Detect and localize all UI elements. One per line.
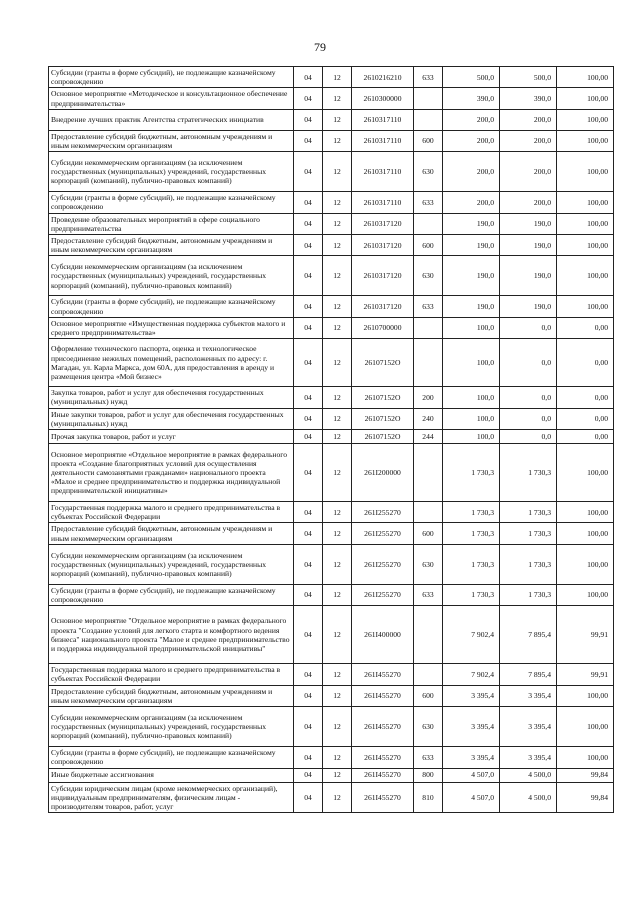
ministry-code-cell: 04 xyxy=(294,523,323,544)
section-code-cell: 12 xyxy=(323,152,352,192)
expense-type-cell xyxy=(414,109,443,130)
target-article-cell: 2610317110 xyxy=(352,130,414,151)
section-code-cell: 12 xyxy=(323,67,352,88)
actual-amount-cell: 1 730,3 xyxy=(500,523,557,544)
expense-type-cell: 633 xyxy=(414,192,443,213)
actual-amount-cell: 190,0 xyxy=(500,256,557,296)
row-name-cell: Субсидии некоммерческим организациям (за исключением государственных (муниципальных) учреждений, государственных корпораций (компаний), публично-правовых компаний) xyxy=(49,707,294,747)
section-code-cell: 12 xyxy=(323,606,352,664)
row-name-cell: Субсидии (гранты в форме субсидий), не подлежащие казначейскому сопровождению xyxy=(49,67,294,88)
expense-type-cell: 630 xyxy=(414,152,443,192)
section-code-cell: 12 xyxy=(323,544,352,584)
expense-type-cell: 810 xyxy=(414,782,443,813)
expense-type-cell: 600 xyxy=(414,685,443,706)
row-name-cell: Основное мероприятие «Отдельное мероприятие в рамках федерального проекта «Создание благоприятных условий для осуществления деятельности самозанятыми гражданами» национального проекта «Малое и среднее предпринимательство и поддержка индивидуальной предпринимательской инициативы» xyxy=(49,444,294,502)
execution-percent-cell: 0,00 xyxy=(557,408,614,429)
execution-percent-cell: 100,00 xyxy=(557,88,614,109)
execution-percent-cell: 99,84 xyxy=(557,768,614,782)
actual-amount-cell: 1 730,3 xyxy=(500,444,557,502)
planned-amount-cell: 500,0 xyxy=(443,67,500,88)
ministry-code-cell: 04 xyxy=(294,387,323,408)
planned-amount-cell: 7 902,4 xyxy=(443,664,500,685)
expense-type-cell xyxy=(414,444,443,502)
table-row xyxy=(49,235,614,256)
section-code-cell: 12 xyxy=(323,130,352,151)
row-name-cell: Основное мероприятие "Отдельное мероприятие в рамках федерального проекта "Создание условий для легкого старта и комфортного ведения бизнеса" национального проекта "Малое и среднее предпринимательство и поддержка индивидуальной предпринимательской инициативы" xyxy=(49,606,294,664)
execution-percent-cell: 100,00 xyxy=(557,152,614,192)
row-name-cell: Субсидии (гранты в форме субсидий), не подлежащие казначейскому сопровождению xyxy=(49,296,294,317)
expense-type-cell: 633 xyxy=(414,584,443,605)
section-code-cell: 12 xyxy=(323,296,352,317)
planned-amount-cell: 190,0 xyxy=(443,256,500,296)
table-row xyxy=(49,296,614,317)
ministry-code-cell: 04 xyxy=(294,782,323,813)
planned-amount-cell: 390,0 xyxy=(443,88,500,109)
execution-percent-cell: 100,00 xyxy=(557,235,614,256)
execution-percent-cell: 99,84 xyxy=(557,782,614,813)
actual-amount-cell: 7 895,4 xyxy=(500,664,557,685)
execution-percent-cell: 99,91 xyxy=(557,606,614,664)
planned-amount-cell: 1 730,3 xyxy=(443,544,500,584)
execution-percent-cell: 0,00 xyxy=(557,339,614,387)
actual-amount-cell: 3 395,4 xyxy=(500,747,557,768)
target-article-cell: 261I200000 xyxy=(352,444,414,502)
expense-type-cell: 600 xyxy=(414,235,443,256)
row-name-cell: Субсидии (гранты в форме субсидий), не подлежащие казначейскому сопровождению xyxy=(49,584,294,605)
section-code-cell: 12 xyxy=(323,109,352,130)
ministry-code-cell: 04 xyxy=(294,707,323,747)
expense-type-cell: 800 xyxy=(414,768,443,782)
expense-type-cell: 630 xyxy=(414,707,443,747)
ministry-code-cell: 04 xyxy=(294,606,323,664)
ministry-code-cell: 04 xyxy=(294,685,323,706)
ministry-code-cell: 04 xyxy=(294,768,323,782)
actual-amount-cell: 200,0 xyxy=(500,130,557,151)
expense-type-cell xyxy=(414,213,443,234)
row-name-cell: Субсидии юридическим лицам (кроме некоммерческих организаций), индивидуальным предпринимателям, физическим лицам - производителям товаров, работ, услуг xyxy=(49,782,294,813)
row-name-cell: Субсидии некоммерческим организациям (за исключением государственных (муниципальных) учреждений, государственных корпораций (компаний), публично-правовых компаний) xyxy=(49,256,294,296)
target-article-cell: 261I400000 xyxy=(352,606,414,664)
section-code-cell: 12 xyxy=(323,664,352,685)
ministry-code-cell: 04 xyxy=(294,130,323,151)
planned-amount-cell: 200,0 xyxy=(443,109,500,130)
planned-amount-cell: 100,0 xyxy=(443,387,500,408)
execution-percent-cell: 0,00 xyxy=(557,387,614,408)
execution-percent-cell: 100,00 xyxy=(557,544,614,584)
execution-percent-cell: 100,00 xyxy=(557,584,614,605)
planned-amount-cell: 1 730,3 xyxy=(443,584,500,605)
expense-type-cell xyxy=(414,664,443,685)
section-code-cell: 12 xyxy=(323,256,352,296)
section-code-cell: 12 xyxy=(323,768,352,782)
row-name-cell: Субсидии (гранты в форме субсидий), не подлежащие казначейскому сопровождению xyxy=(49,192,294,213)
actual-amount-cell: 3 395,4 xyxy=(500,707,557,747)
section-code-cell: 12 xyxy=(323,213,352,234)
section-code-cell: 12 xyxy=(323,430,352,444)
target-article-cell: 2610317110 xyxy=(352,192,414,213)
execution-percent-cell: 100,00 xyxy=(557,523,614,544)
row-name-cell: Предоставление субсидий бюджетным, автономным учреждениям и иным некоммерческим организациям xyxy=(49,235,294,256)
target-article-cell: 261I255270 xyxy=(352,502,414,523)
actual-amount-cell: 190,0 xyxy=(500,235,557,256)
actual-amount-cell: 0,0 xyxy=(500,387,557,408)
planned-amount-cell: 100,0 xyxy=(443,430,500,444)
planned-amount-cell: 1 730,3 xyxy=(443,523,500,544)
target-article-cell: 261I455270 xyxy=(352,768,414,782)
expense-type-cell xyxy=(414,317,443,338)
table-row xyxy=(49,317,614,338)
execution-percent-cell: 100,00 xyxy=(557,707,614,747)
ministry-code-cell: 04 xyxy=(294,339,323,387)
target-article-cell: 2610317120 xyxy=(352,296,414,317)
execution-percent-cell: 99,91 xyxy=(557,664,614,685)
ministry-code-cell: 04 xyxy=(294,192,323,213)
planned-amount-cell: 100,0 xyxy=(443,317,500,338)
ministry-code-cell: 04 xyxy=(294,88,323,109)
table-row xyxy=(49,747,614,768)
section-code-cell: 12 xyxy=(323,387,352,408)
actual-amount-cell: 200,0 xyxy=(500,109,557,130)
target-article-cell: 26107152О xyxy=(352,408,414,429)
row-name-cell: Государственная поддержка малого и среднего предпринимательства в субъектах Российской Федерации xyxy=(49,502,294,523)
planned-amount-cell: 7 902,4 xyxy=(443,606,500,664)
target-article-cell: 261I455270 xyxy=(352,685,414,706)
expense-type-cell xyxy=(414,339,443,387)
target-article-cell: 26107152О xyxy=(352,430,414,444)
planned-amount-cell: 100,0 xyxy=(443,339,500,387)
expense-type-cell: 240 xyxy=(414,408,443,429)
table-row xyxy=(49,213,614,234)
target-article-cell: 2610317110 xyxy=(352,109,414,130)
execution-percent-cell: 100,00 xyxy=(557,67,614,88)
actual-amount-cell: 1 730,3 xyxy=(500,584,557,605)
ministry-code-cell: 04 xyxy=(294,584,323,605)
row-name-cell: Иные закупки товаров, работ и услуг для обеспечения государственных (муниципальных) нужд xyxy=(49,408,294,429)
table-row xyxy=(49,152,614,192)
section-code-cell: 12 xyxy=(323,408,352,429)
row-name-cell: Прочая закупка товаров, работ и услуг xyxy=(49,430,294,444)
actual-amount-cell: 1 730,3 xyxy=(500,502,557,523)
table-row xyxy=(49,664,614,685)
expense-type-cell: 633 xyxy=(414,296,443,317)
table-row xyxy=(49,502,614,523)
table-row xyxy=(49,685,614,706)
section-code-cell: 12 xyxy=(323,339,352,387)
actual-amount-cell: 1 730,3 xyxy=(500,544,557,584)
target-article-cell: 2610216210 xyxy=(352,67,414,88)
row-name-cell: Субсидии (гранты в форме субсидий), не подлежащие казначейскому сопровождению xyxy=(49,747,294,768)
section-code-cell: 12 xyxy=(323,707,352,747)
ministry-code-cell: 04 xyxy=(294,430,323,444)
section-code-cell: 12 xyxy=(323,584,352,605)
budget-table-body xyxy=(49,67,614,813)
expense-type-cell: 200 xyxy=(414,387,443,408)
row-name-cell: Закупка товаров, работ и услуг для обеспечения государственных (муниципальных) нужд xyxy=(49,387,294,408)
section-code-cell: 12 xyxy=(323,502,352,523)
actual-amount-cell: 7 895,4 xyxy=(500,606,557,664)
actual-amount-cell: 4 500,0 xyxy=(500,782,557,813)
row-name-cell: Проведение образовательных мероприятий в сфере социального предпринимательства xyxy=(49,213,294,234)
ministry-code-cell: 04 xyxy=(294,296,323,317)
table-row xyxy=(49,67,614,88)
target-article-cell: 261I255270 xyxy=(352,544,414,584)
budget-table xyxy=(48,66,614,813)
row-name-cell: Государственная поддержка малого и среднего предпринимательства в субъектах Российской Федерации xyxy=(49,664,294,685)
planned-amount-cell: 100,0 xyxy=(443,408,500,429)
row-name-cell: Предоставление субсидий бюджетным, автономным учреждениям и иным некоммерческим организациям xyxy=(49,130,294,151)
ministry-code-cell: 04 xyxy=(294,152,323,192)
planned-amount-cell: 1 730,3 xyxy=(443,502,500,523)
actual-amount-cell: 0,0 xyxy=(500,317,557,338)
row-name-cell: Иные бюджетные ассигнования xyxy=(49,768,294,782)
row-name-cell: Внедрение лучших практик Агентства стратегических инициатив xyxy=(49,109,294,130)
target-article-cell: 261I455270 xyxy=(352,747,414,768)
ministry-code-cell: 04 xyxy=(294,256,323,296)
target-article-cell: 26107152О xyxy=(352,339,414,387)
ministry-code-cell: 04 xyxy=(294,109,323,130)
expense-type-cell: 633 xyxy=(414,747,443,768)
execution-percent-cell: 100,00 xyxy=(557,192,614,213)
row-name-cell: Предоставление субсидий бюджетным, автономным учреждениям и иным некоммерческим организациям xyxy=(49,685,294,706)
section-code-cell: 12 xyxy=(323,523,352,544)
section-code-cell: 12 xyxy=(323,88,352,109)
actual-amount-cell: 3 395,4 xyxy=(500,685,557,706)
expense-type-cell: 630 xyxy=(414,256,443,296)
table-row xyxy=(49,88,614,109)
actual-amount-cell: 200,0 xyxy=(500,192,557,213)
table-row xyxy=(49,444,614,502)
planned-amount-cell: 190,0 xyxy=(443,235,500,256)
planned-amount-cell: 4 507,0 xyxy=(443,768,500,782)
ministry-code-cell: 04 xyxy=(294,235,323,256)
execution-percent-cell: 100,00 xyxy=(557,109,614,130)
table-row xyxy=(49,523,614,544)
ministry-code-cell: 04 xyxy=(294,317,323,338)
expense-type-cell xyxy=(414,606,443,664)
target-article-cell: 26107152О xyxy=(352,387,414,408)
table-row xyxy=(49,256,614,296)
expense-type-cell xyxy=(414,88,443,109)
ministry-code-cell: 04 xyxy=(294,67,323,88)
table-row xyxy=(49,707,614,747)
ministry-code-cell: 04 xyxy=(294,213,323,234)
section-code-cell: 12 xyxy=(323,317,352,338)
planned-amount-cell: 3 395,4 xyxy=(443,685,500,706)
actual-amount-cell: 190,0 xyxy=(500,296,557,317)
table-row xyxy=(49,192,614,213)
page-number: 79 xyxy=(314,40,326,54)
actual-amount-cell: 0,0 xyxy=(500,408,557,429)
expense-type-cell: 630 xyxy=(414,544,443,584)
expense-type-cell: 600 xyxy=(414,130,443,151)
table-row xyxy=(49,782,614,813)
execution-percent-cell: 100,00 xyxy=(557,256,614,296)
target-article-cell: 2610300000 xyxy=(352,88,414,109)
section-code-cell: 12 xyxy=(323,685,352,706)
target-article-cell: 2610317120 xyxy=(352,213,414,234)
planned-amount-cell: 3 395,4 xyxy=(443,747,500,768)
target-article-cell: 261I255270 xyxy=(352,523,414,544)
target-article-cell: 261I455270 xyxy=(352,782,414,813)
ministry-code-cell: 04 xyxy=(294,544,323,584)
actual-amount-cell: 200,0 xyxy=(500,152,557,192)
actual-amount-cell: 190,0 xyxy=(500,213,557,234)
execution-percent-cell: 100,00 xyxy=(557,502,614,523)
target-article-cell: 2610317110 xyxy=(352,152,414,192)
table-row xyxy=(49,584,614,605)
row-name-cell: Субсидии некоммерческим организациям (за исключением государственных (муниципальных) учреждений, государственных корпораций (компаний), публично-правовых компаний) xyxy=(49,544,294,584)
table-row xyxy=(49,430,614,444)
actual-amount-cell: 0,0 xyxy=(500,430,557,444)
expense-type-cell: 633 xyxy=(414,67,443,88)
target-article-cell: 2610700000 xyxy=(352,317,414,338)
actual-amount-cell: 390,0 xyxy=(500,88,557,109)
execution-percent-cell: 100,00 xyxy=(557,444,614,502)
table-row xyxy=(49,387,614,408)
section-code-cell: 12 xyxy=(323,235,352,256)
actual-amount-cell: 4 500,0 xyxy=(500,768,557,782)
planned-amount-cell: 4 507,0 xyxy=(443,782,500,813)
expense-type-cell: 600 xyxy=(414,523,443,544)
planned-amount-cell: 1 730,3 xyxy=(443,444,500,502)
row-name-cell: Субсидии некоммерческим организациям (за исключением государственных (муниципальных) учреждений, государственных корпораций (компаний), публично-правовых компаний) xyxy=(49,152,294,192)
ministry-code-cell: 04 xyxy=(294,502,323,523)
planned-amount-cell: 190,0 xyxy=(443,213,500,234)
ministry-code-cell: 04 xyxy=(294,664,323,685)
table-row xyxy=(49,768,614,782)
expense-type-cell: 244 xyxy=(414,430,443,444)
row-name-cell: Основное мероприятие «Методическое и консультационное обеспечение предпринимательства» xyxy=(49,88,294,109)
planned-amount-cell: 200,0 xyxy=(443,130,500,151)
execution-percent-cell: 100,00 xyxy=(557,747,614,768)
row-name-cell: Предоставление субсидий бюджетным, автономным учреждениям и иным некоммерческим организациям xyxy=(49,523,294,544)
section-code-cell: 12 xyxy=(323,192,352,213)
target-article-cell: 261I455270 xyxy=(352,707,414,747)
table-row xyxy=(49,606,614,664)
row-name-cell: Оформление технического паспорта, оценка и технологическое присоединение нежилых помещений, расположенных по адресу: г. Магадан, ул. Карла Маркса, дом 60А, для предоставления в аренду и размещения центра «Мой бизнес» xyxy=(49,339,294,387)
section-code-cell: 12 xyxy=(323,782,352,813)
planned-amount-cell: 3 395,4 xyxy=(443,707,500,747)
planned-amount-cell: 190,0 xyxy=(443,296,500,317)
ministry-code-cell: 04 xyxy=(294,408,323,429)
table-row xyxy=(49,544,614,584)
table-row xyxy=(49,109,614,130)
execution-percent-cell: 100,00 xyxy=(557,296,614,317)
section-code-cell: 12 xyxy=(323,444,352,502)
target-article-cell: 261I255270 xyxy=(352,584,414,605)
execution-percent-cell: 100,00 xyxy=(557,130,614,151)
execution-percent-cell: 100,00 xyxy=(557,685,614,706)
execution-percent-cell: 0,00 xyxy=(557,317,614,338)
execution-percent-cell: 0,00 xyxy=(557,430,614,444)
target-article-cell: 2610317120 xyxy=(352,235,414,256)
expense-type-cell xyxy=(414,502,443,523)
section-code-cell: 12 xyxy=(323,747,352,768)
actual-amount-cell: 500,0 xyxy=(500,67,557,88)
table-row xyxy=(49,339,614,387)
ministry-code-cell: 04 xyxy=(294,747,323,768)
planned-amount-cell: 200,0 xyxy=(443,192,500,213)
actual-amount-cell: 0,0 xyxy=(500,339,557,387)
table-row xyxy=(49,130,614,151)
ministry-code-cell: 04 xyxy=(294,444,323,502)
row-name-cell: Основное мероприятие «Имущественная поддержка субъектов малого и среднего предпринимательства» xyxy=(49,317,294,338)
planned-amount-cell: 200,0 xyxy=(443,152,500,192)
table-row xyxy=(49,408,614,429)
execution-percent-cell: 100,00 xyxy=(557,213,614,234)
target-article-cell: 2610317120 xyxy=(352,256,414,296)
target-article-cell: 261I455270 xyxy=(352,664,414,685)
